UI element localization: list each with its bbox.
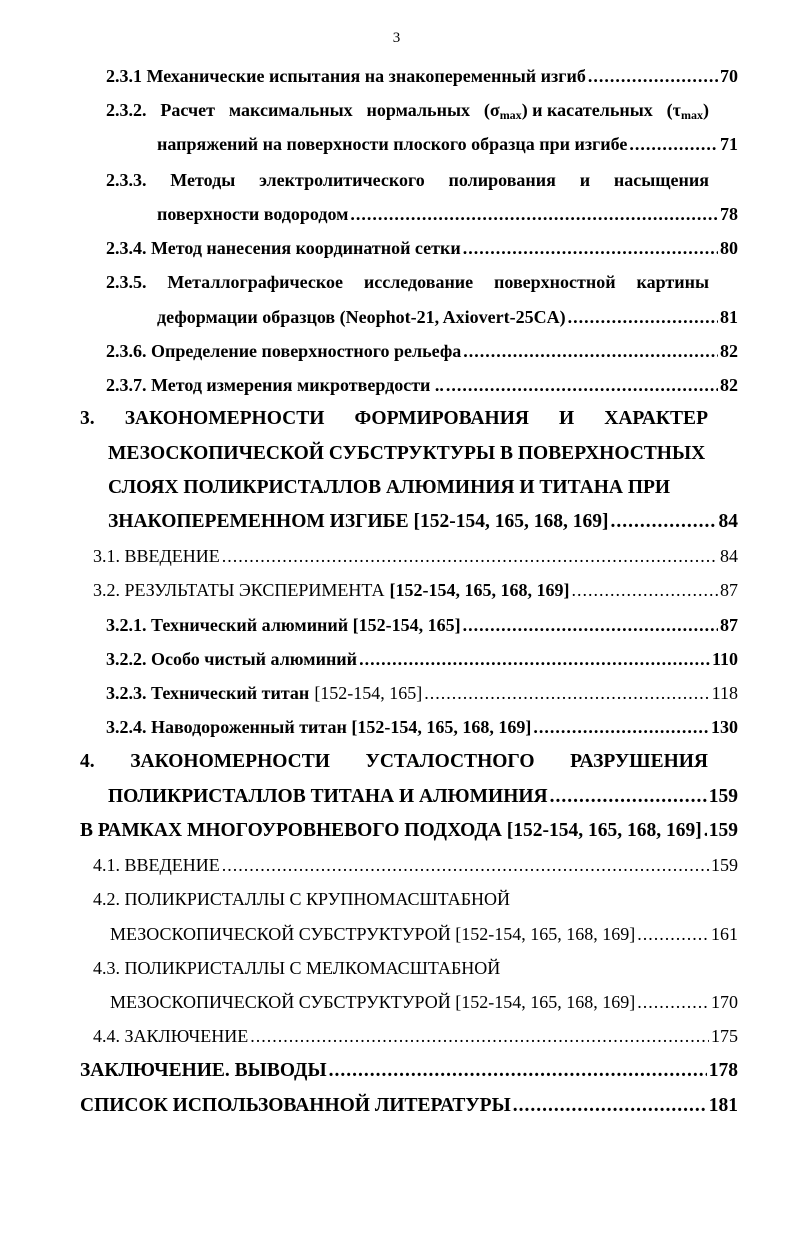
leader-dots — [704, 819, 707, 843]
toc-entry-title: 4.2. ПОЛИКРИСТАЛЛЫ С КРУПНОМАСШТАБНОЙ — [93, 889, 511, 909]
toc-entry-4-2-line2[interactable] — [110, 922, 738, 946]
toc-chapter-3-line4[interactable] — [108, 510, 738, 534]
toc-page-number: 78 — [720, 204, 738, 224]
leader-dots — [463, 339, 718, 363]
toc-entry-number: 2.3.5. — [106, 272, 147, 292]
toc-word: электролитического — [259, 170, 425, 190]
toc-page-number: 159 — [708, 786, 738, 807]
toc-chapter-4-line2[interactable] — [108, 785, 738, 809]
toc-entry-title: 3.2.2. Особо чистый алюминий — [106, 649, 358, 669]
toc-word: Металлографическое — [167, 272, 343, 292]
toc-page-number: 175 — [711, 1026, 738, 1046]
toc-chapter-title: МЕЗОСКОПИЧЕСКОЙ СУБСТРУКТУРЫ В ПОВЕРХНОСТНЫХ — [108, 443, 706, 464]
toc-word: ЗАКОНОМЕРНОСТИ — [124, 408, 325, 429]
toc-chapter-title: В РАМКАХ МНОГОУРОВНЕВОГО ПОДХОДА [152-154, 165, 168, 169] — [80, 820, 702, 841]
toc-word: Методы — [170, 170, 236, 190]
toc-entry-2-3-7[interactable] — [106, 373, 738, 397]
toc-entry-number: 2.3.2. — [106, 100, 147, 120]
toc-chapter-number: 3. — [80, 408, 95, 429]
toc-chapter-4-line3[interactable] — [80, 819, 738, 843]
toc-page-number: 84 — [720, 546, 738, 566]
leader-dots — [359, 647, 710, 671]
leader-dots — [250, 1024, 709, 1048]
toc-word: полирования — [448, 170, 556, 190]
toc-page-number: 82 — [720, 341, 738, 361]
toc-entry-title: 4.4. ЗАКЛЮЧЕНИЕ — [93, 1026, 249, 1046]
toc-entry-2-3-3-line1[interactable] — [106, 168, 709, 192]
toc-page-number: 84 — [718, 511, 738, 532]
sigma-max-formula: $(\sigma_{max})$ и касательных — [483, 100, 653, 122]
leader-dots — [629, 132, 718, 156]
toc-entry-2-3-5-line2[interactable] — [157, 305, 738, 329]
toc-entry-3-2-2[interactable] — [106, 647, 738, 671]
toc-page-number: 70 — [720, 66, 738, 86]
toc-word: ЗАКОНОМЕРНОСТИ — [130, 751, 330, 772]
toc-word: насыщения — [613, 170, 709, 190]
toc-entry-2-3-4[interactable] — [106, 236, 738, 260]
toc-entry-4-1[interactable] — [93, 853, 738, 877]
toc-word: ХАРАКТЕР — [604, 408, 708, 429]
leader-dots — [446, 373, 718, 397]
toc-entry-title: 3.2. РЕЗУЛЬТАТЫ ЭКСПЕРИМЕНТА — [93, 580, 385, 600]
toc-entry-4-4[interactable] — [93, 1024, 738, 1048]
toc-entry-title: 3.2.1. Технический алюминий [152-154, 165] — [106, 615, 461, 635]
toc-word: РАЗРУШЕНИЯ — [570, 751, 708, 772]
toc-entry-title: 4.3. ПОЛИКРИСТАЛЛЫ С МЕЛКОМАСШТАБНОЙ — [93, 958, 501, 978]
toc-entry-2-3-5-line1[interactable] — [106, 270, 709, 294]
toc-page-number: 159 — [711, 855, 738, 875]
toc-entry-2-3-2-line1[interactable] — [106, 98, 709, 122]
toc-page-number: 170 — [711, 992, 738, 1012]
toc-chapter-3-line3[interactable] — [108, 476, 708, 500]
toc-entry-2-3-6[interactable] — [106, 339, 738, 363]
toc-entry-title: напряжений на поверхности плоского образца при изгибе — [157, 134, 628, 154]
toc-entry-3-2[interactable] — [93, 578, 738, 602]
toc-chapter-number: 4. — [80, 751, 95, 772]
toc-entry-3-2-3[interactable] — [106, 681, 738, 705]
toc-entry-3-2-4[interactable] — [106, 715, 738, 739]
toc-entry-refs: [152-154, 165] — [314, 683, 423, 703]
toc-page-number: 130 — [711, 717, 738, 737]
toc-entry-title: 4.1. ВВЕДЕНИЕ — [93, 855, 220, 875]
toc-entry-number: 2.3.3. — [106, 170, 147, 190]
toc-entry-refs: [152-154, 165, 168, 169] — [389, 580, 570, 600]
toc-page-number: 87 — [720, 615, 738, 635]
toc-entry-title: 2.3.1 Механические испытания на знакопеременный изгиб — [106, 66, 586, 86]
toc-word: исследование — [363, 272, 474, 292]
leader-dots — [222, 853, 709, 877]
toc-word: максимальных — [228, 100, 353, 120]
page-number: 3 — [392, 30, 401, 46]
leader-dots — [571, 578, 718, 602]
toc-entry-4-3-line1[interactable] — [93, 956, 738, 980]
toc-entry-title: МЕЗОСКОПИЧЕСКОЙ СУБСТРУКТУРОЙ [152-154, 165, 168, 169] — [110, 924, 636, 944]
toc-word: картины — [636, 272, 709, 292]
leader-dots — [463, 236, 718, 260]
toc-entry-title: 2.3.7. Метод измерения микротвердости .. — [106, 375, 444, 395]
toc-chapter-title: ПОЛИКРИСТАЛЛОВ ТИТАНА И АЛЮМИНИЯ — [108, 786, 548, 807]
toc-word: и — [579, 170, 591, 190]
toc-word: УСТАЛОСТНОГО — [365, 751, 535, 772]
toc-word: Расчет — [160, 100, 215, 120]
toc-word: нормальных — [366, 100, 470, 120]
toc-chapter-4-line1[interactable] — [80, 750, 708, 774]
toc-entry-title: СПИСОК ИСПОЛЬЗОВАННОЙ ЛИТЕРАТУРЫ — [80, 1095, 511, 1116]
toc-page-number: 178 — [708, 1060, 738, 1081]
toc-page-number: 159 — [708, 820, 738, 841]
toc-entry-2-3-3-line2[interactable] — [157, 202, 738, 226]
toc-entry-title: ЗАКЛЮЧЕНИЕ. ВЫВОДЫ — [80, 1060, 327, 1081]
toc-entry-title: МЕЗОСКОПИЧЕСКОЙ СУБСТРУКТУРОЙ [152-154, 165, 168, 169] — [110, 992, 636, 1012]
toc-entry-title: 3.2.4. Наводороженный титан [152-154, 165, 168, 169] — [106, 717, 532, 737]
toc-entry-2-3-1[interactable] — [106, 64, 738, 88]
leader-dots — [610, 510, 716, 534]
toc-entry-title: 3.1. ВВЕДЕНИЕ — [93, 546, 220, 566]
leader-dots — [637, 990, 709, 1014]
leader-dots — [424, 681, 709, 705]
leader-dots — [568, 305, 718, 329]
toc-word: ФОРМИРОВАНИЯ — [354, 408, 529, 429]
toc-chapter-title: ЗНАКОПЕРЕМЕННОМ ИЗГИБЕ [152-154, 165, 168, 169] — [108, 511, 609, 532]
toc-word: поверхностной — [494, 272, 616, 292]
toc-entry-4-2-line1[interactable] — [93, 887, 738, 911]
toc-page-number: 110 — [711, 649, 738, 669]
toc-entry-conclusions[interactable] — [80, 1059, 738, 1083]
toc-word: И — [559, 408, 575, 429]
toc-page-number: 82 — [720, 375, 738, 395]
toc-page-number: 161 — [711, 924, 738, 944]
toc-entry-4-3-line2[interactable] — [110, 990, 738, 1014]
tau-max-formula: $(\tau_{max})$ — [666, 100, 709, 122]
toc-entry-3-2-1[interactable] — [106, 613, 738, 637]
toc-page-number: 80 — [720, 238, 738, 258]
toc-chapter-title: СЛОЯХ ПОЛИКРИСТАЛЛОВ АЛЮМИНИЯ И ТИТАНА ПРИ — [108, 477, 671, 498]
toc-page-number: 118 — [711, 683, 738, 703]
toc-page-number: 81 — [720, 307, 738, 327]
toc-entry-3-1[interactable] — [93, 544, 738, 568]
toc-entry-title: поверхности водородом — [157, 204, 349, 224]
leader-dots — [588, 64, 718, 88]
toc-entry-2-3-2-line2[interactable] — [157, 132, 738, 156]
toc-entry-references[interactable] — [80, 1094, 738, 1118]
leader-dots — [637, 922, 709, 946]
toc-chapter-3-line2[interactable] — [108, 442, 708, 466]
toc-entry-title: 3.2.3. Технический титан — [106, 683, 310, 703]
toc-entry-title: 2.3.6. Определение поверхностного рельефа — [106, 341, 462, 361]
toc-entry-title: деформации образцов (Neophot-21, Axiovert-25CA) — [157, 307, 566, 327]
leader-dots — [329, 1059, 707, 1083]
toc-page-number: 71 — [720, 134, 738, 154]
leader-dots — [463, 613, 718, 637]
leader-dots — [222, 544, 718, 568]
toc-entry-title: 2.3.4. Метод нанесения координатной сетки — [106, 238, 461, 258]
toc-chapter-3-line1[interactable] — [80, 407, 708, 431]
toc-page-number: 181 — [708, 1095, 738, 1116]
leader-dots — [513, 1094, 707, 1118]
leader-dots — [550, 785, 707, 809]
toc-page-number: 87 — [720, 580, 738, 600]
leader-dots — [533, 715, 709, 739]
leader-dots — [350, 202, 718, 226]
